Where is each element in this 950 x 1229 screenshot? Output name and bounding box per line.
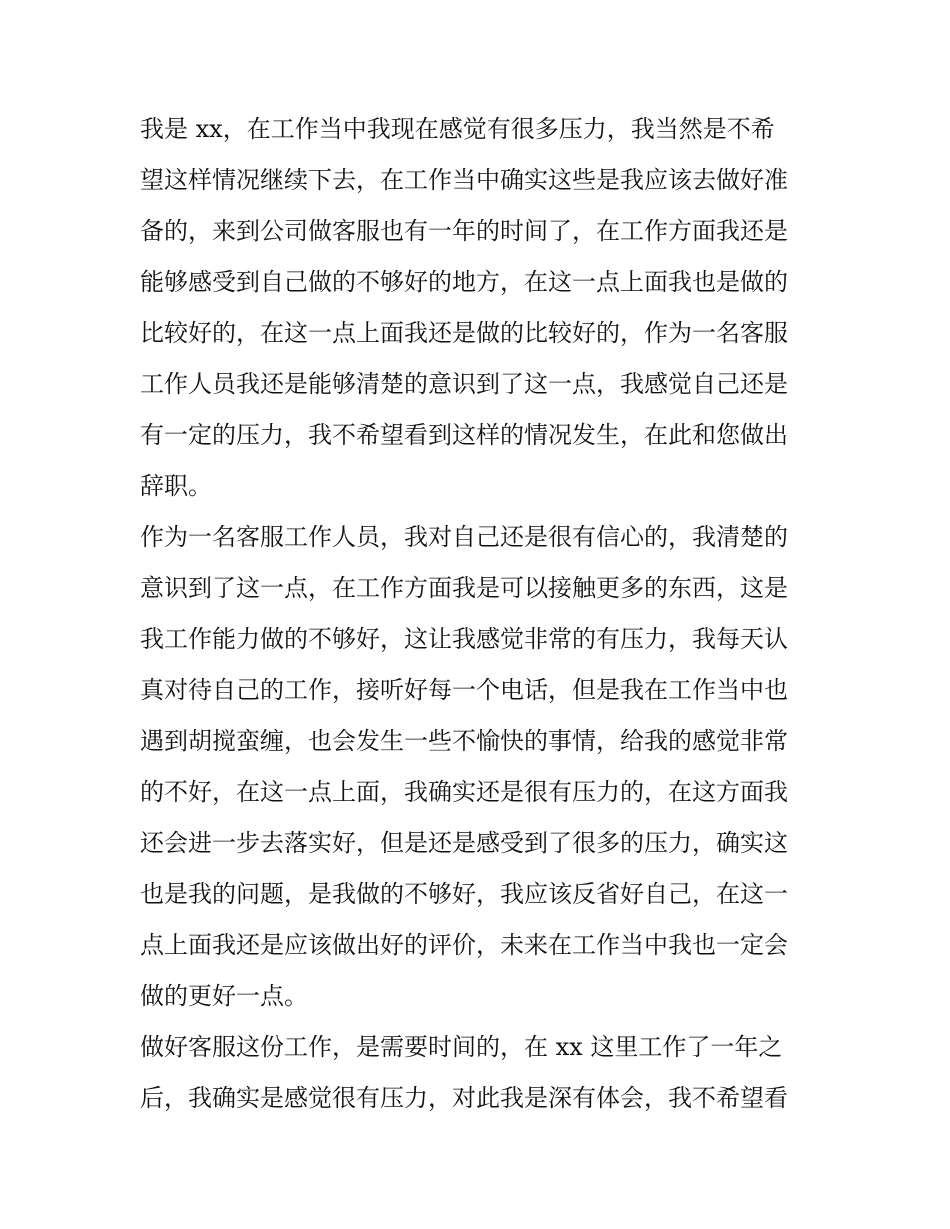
text-line: 我是 xx，在工作当中我现在感觉有很多压力，我当然是不希 [140, 115, 775, 143]
text-line: 有一定的压力，我不希望看到这样的情况发生，在此和您做出 [140, 421, 788, 449]
paragraph-3 [140, 1022, 812, 1124]
text-line: 后，我确实是感觉很有压力，对此我是深有体会，我不希望看 [140, 1084, 788, 1112]
text-line: 工作人员我还是能够清楚的意识到了这一点，我感觉自己还是 [140, 370, 788, 398]
text-line: 遇到胡搅蛮缠，也会发生一些不愉快的事情，给我的感觉非常 [140, 727, 788, 755]
text-line: 的不好，在这一点上面，我确实还是很有压力的，在这方面我 [140, 778, 788, 806]
text-line: 也是我的问题，是我做的不够好，我应该反省好自己，在这一 [140, 880, 788, 908]
document-body [140, 104, 812, 1124]
text-line: 能够感受到自己做的不够好的地方，在这一点上面我也是做的 [140, 268, 788, 296]
text-line: 作为一名客服工作人员，我对自己还是很有信心的，我清楚的 [140, 523, 788, 551]
text-line: 做好客服这份工作，是需要时间的，在 xx 这里工作了一年之 [140, 1033, 783, 1061]
text-line: 还会进一步去落实好，但是还是感受到了很多的压力，确实这 [140, 829, 788, 857]
text-line: 意识到了这一点，在工作方面我是可以接触更多的东西，这是 [140, 574, 788, 602]
text-line: 真对待自己的工作，接听好每一个电话，但是我在工作当中也 [140, 676, 788, 704]
paragraph-1 [140, 104, 812, 512]
text-line: 做的更好一点。 [140, 982, 308, 1010]
text-line: 我工作能力做的不够好，这让我感觉非常的有压力，我每天认 [140, 625, 788, 653]
paragraph-2 [140, 512, 812, 1022]
text-line: 辞职。 [140, 472, 212, 500]
text-line: 比较好的，在这一点上面我还是做的比较好的，作为一名客服 [140, 319, 788, 347]
text-line: 备的，来到公司做客服也有一年的时间了，在工作方面我还是 [140, 217, 788, 245]
text-line: 望这样情况继续下去，在工作当中确实这些是我应该去做好准 [140, 166, 788, 194]
text-line: 点上面我还是应该做出好的评价，未来在工作当中我也一定会 [140, 931, 788, 959]
